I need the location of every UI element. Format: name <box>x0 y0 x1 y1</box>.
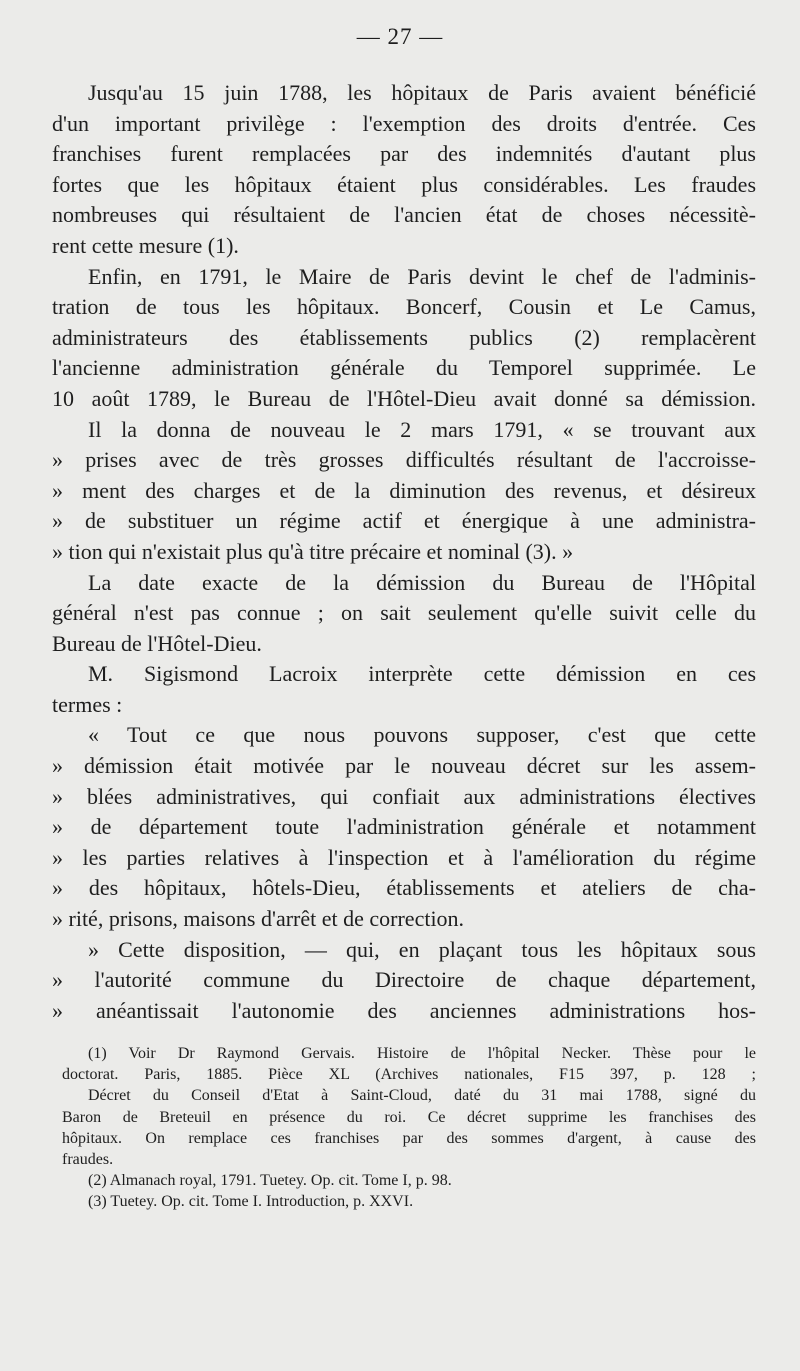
footnote-line: fraudes. <box>62 1150 114 1168</box>
text-line: » de substituer un régime actif et énergique à une administra- <box>52 508 756 534</box>
text-line: » ment des charges et de la diminution des revenus, et désireux <box>52 477 756 503</box>
text-line: » rité, prisons, maisons d'arrêt et de correction. <box>52 906 465 932</box>
footnote-line: (1) Voir Dr Raymond Gervais. Histoire de l'hôpital Necker. Thèse pour le <box>88 1045 756 1062</box>
text-line: général n'est pas connue ; on sait seulement qu'elle suivit celle du <box>52 600 756 626</box>
text-line: » démission était motivée par le nouveau décret sur les assem- <box>52 753 756 779</box>
footnote-line: doctorat. Paris, 1885. Pièce XL (Archives nationales, F15 397, p. 128 ; <box>62 1066 756 1084</box>
text-line: » tion qui n'existait plus qu'à titre précaire et nominal (3). » <box>52 538 574 564</box>
text-line: » l'autorité commune du Directoire de chaque département, <box>52 967 756 993</box>
page-number: — 27 — <box>356 24 444 49</box>
text-line: l'ancienne administration générale du Temporel supprimée. Le <box>52 355 756 381</box>
text-line: fortes que les hôpitaux étaient plus considérables. Les fraudes <box>52 171 756 197</box>
footnote-line: (2) Almanach royal, 1791. Tuetey. Op. cit. Tome I, p. 98. <box>88 1172 452 1190</box>
text-line: 10 août 1789, le Bureau de l'Hôtel-Dieu avait donné sa démission. <box>52 385 756 411</box>
text-line: termes : <box>52 691 123 717</box>
text-line: nombreuses qui résultaient de l'ancien état de choses nécessitè- <box>52 202 756 228</box>
body-text <box>52 78 756 1026</box>
text-line: Enfin, en 1791, le Maire de Paris devint le chef de l'adminis- <box>88 263 756 289</box>
text-line: » de département toute l'administration générale et notamment <box>52 814 756 840</box>
text-line: d'un important privilège : l'exemption des droits d'entrée. Ces <box>52 110 756 136</box>
text-line: « Tout ce que nous pouvons supposer, c'est que cette <box>88 722 756 748</box>
text-line: » prises avec de très grosses difficultés résultant de l'accroisse- <box>52 447 756 473</box>
text-line: La date exacte de la démission du Bureau de l'Hôpital <box>88 569 756 595</box>
footnote-line: hôpitaux. On remplace ces franchises par des sommes d'argent, à cause des <box>62 1129 756 1147</box>
footnote-line: Baron de Breteuil en présence du roi. Ce décret supprime les franchises des <box>62 1108 756 1126</box>
footnote-line: (3) Tuetey. Op. cit. Tome I. Introduction, p. XXVI. <box>88 1193 414 1211</box>
text-line: franchises furent remplacées par des indemnités d'autant plus <box>52 141 756 167</box>
text-line: » anéantissait l'autonomie des anciennes administrations hos- <box>52 997 756 1023</box>
text-line: M. Sigismond Lacroix interprète cette démission en ces <box>88 661 756 687</box>
text-line: » des hôpitaux, hôtels-Dieu, établissements et ateliers de cha- <box>52 875 756 901</box>
text-line: » Cette disposition, — qui, en plaçant tous les hôpitaux sous <box>88 936 756 962</box>
text-line: » blées administratives, qui confiait aux administrations électives <box>52 783 756 809</box>
text-line: administrateurs des établissements publics (2) remplacèrent <box>52 324 756 350</box>
footnote-line: Décret du Conseil d'Etat à Saint-Cloud, daté du 31 mai 1788, signé du <box>88 1087 756 1105</box>
text-line: » les parties relatives à l'inspection et à l'amélioration du régime <box>52 844 756 870</box>
text-line: Il la donna de nouveau le 2 mars 1791, « se trouvant aux <box>88 416 756 442</box>
text-line: Jusqu'au 15 juin 1788, les hôpitaux de Paris avaient bénéficié <box>88 80 756 105</box>
footnotes <box>62 1043 756 1213</box>
text-line: tration de tous les hôpitaux. Boncerf, Cousin et Le Camus, <box>52 294 756 320</box>
text-line: Bureau de l'Hôtel-Dieu. <box>52 630 262 656</box>
text-line: rent cette mesure (1). <box>52 232 239 258</box>
